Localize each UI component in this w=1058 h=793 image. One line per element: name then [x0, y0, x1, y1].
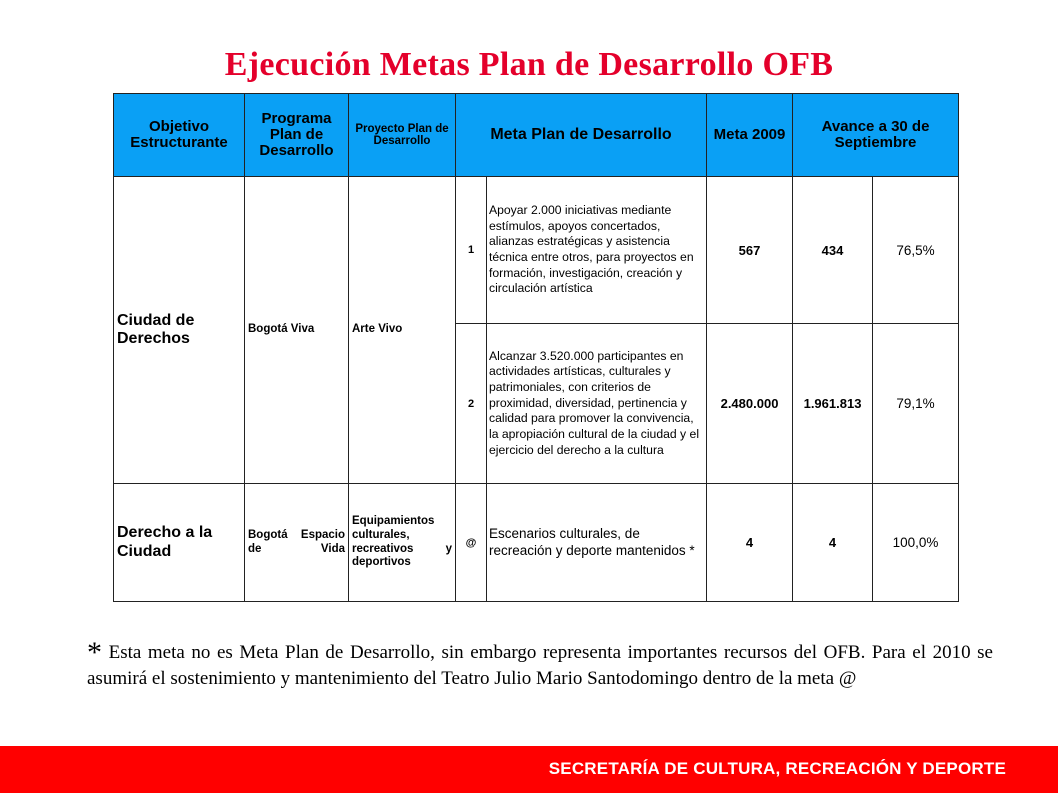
progress-cell: 434	[793, 177, 873, 324]
footnote	[87, 636, 993, 692]
program-cell: Bogotá Espacio de Vida	[245, 484, 349, 602]
footnote-text: Esta meta no es Meta Plan de Desarrollo, sin embargo representa importantes recursos del OFB. Para el 2010 se asumirá el sostenimiento y mantenimiento del Teatro Julio Mario Santodomingo dentro de la meta @	[87, 642, 993, 689]
objective-cell: Derecho a la Ciudad	[114, 484, 245, 602]
footer-organization-name: SECRETARÍA DE CULTURA, RECREACIÓN Y DEPORTE	[548, 759, 1006, 778]
percent-cell: 76,5%	[873, 177, 959, 324]
header-progress: Avance a 30 de Septiembre	[793, 94, 959, 177]
goal-number-cell: 2	[456, 324, 487, 484]
page-title: Ejecución Metas Plan de Desarrollo OFB	[224, 46, 834, 83]
goals-table	[113, 93, 959, 602]
goal-number-cell: 1	[456, 177, 487, 324]
table-row	[114, 177, 959, 324]
goal-description-cell: Alcanzar 3.520.000 participantes en actividades artísticas, culturales y patrimoniales, con criterios de proximidad, diversidad, pertinencia y calidad para promover la convivencia, la apropiación cultural de la ciudad y el ejercicio del derecho a la cultura	[487, 324, 707, 484]
target-cell: 4	[707, 484, 793, 602]
footnote-asterisk: *	[87, 636, 102, 669]
progress-cell: 4	[793, 484, 873, 602]
header-target: Meta 2009	[707, 94, 793, 177]
footer-bar	[0, 746, 1058, 793]
project-cell: Arte Vivo	[349, 177, 456, 484]
goal-description-cell: Escenarios culturales, de recreación y deporte mantenidos *	[487, 484, 707, 602]
objective-cell: Ciudad de Derechos	[114, 177, 245, 484]
percent-cell: 79,1%	[873, 324, 959, 484]
program-cell: Bogotá Viva	[245, 177, 349, 484]
progress-cell: 1.961.813	[793, 324, 873, 484]
goal-description-cell: Apoyar 2.000 iniciativas mediante estímulos, apoyos concertados, alianzas estratégicas y asistencia técnica entre otros, para proyectos en formación, investigación, creación y circulación artística	[487, 177, 707, 324]
header-objective: Objetivo Estructurante	[114, 94, 245, 177]
project-cell: Equipamientos culturales, recreativos y deportivos	[349, 484, 456, 602]
goal-number-cell: @	[456, 484, 487, 602]
header-project: Proyecto Plan de Desarrollo	[349, 94, 456, 177]
table-row	[114, 484, 959, 602]
target-cell: 567	[707, 177, 793, 324]
header-row	[114, 94, 959, 177]
header-program: Programa Plan de Desarrollo	[245, 94, 349, 177]
percent-cell: 100,0%	[873, 484, 959, 602]
header-goal: Meta Plan de Desarrollo	[456, 94, 707, 177]
target-cell: 2.480.000	[707, 324, 793, 484]
